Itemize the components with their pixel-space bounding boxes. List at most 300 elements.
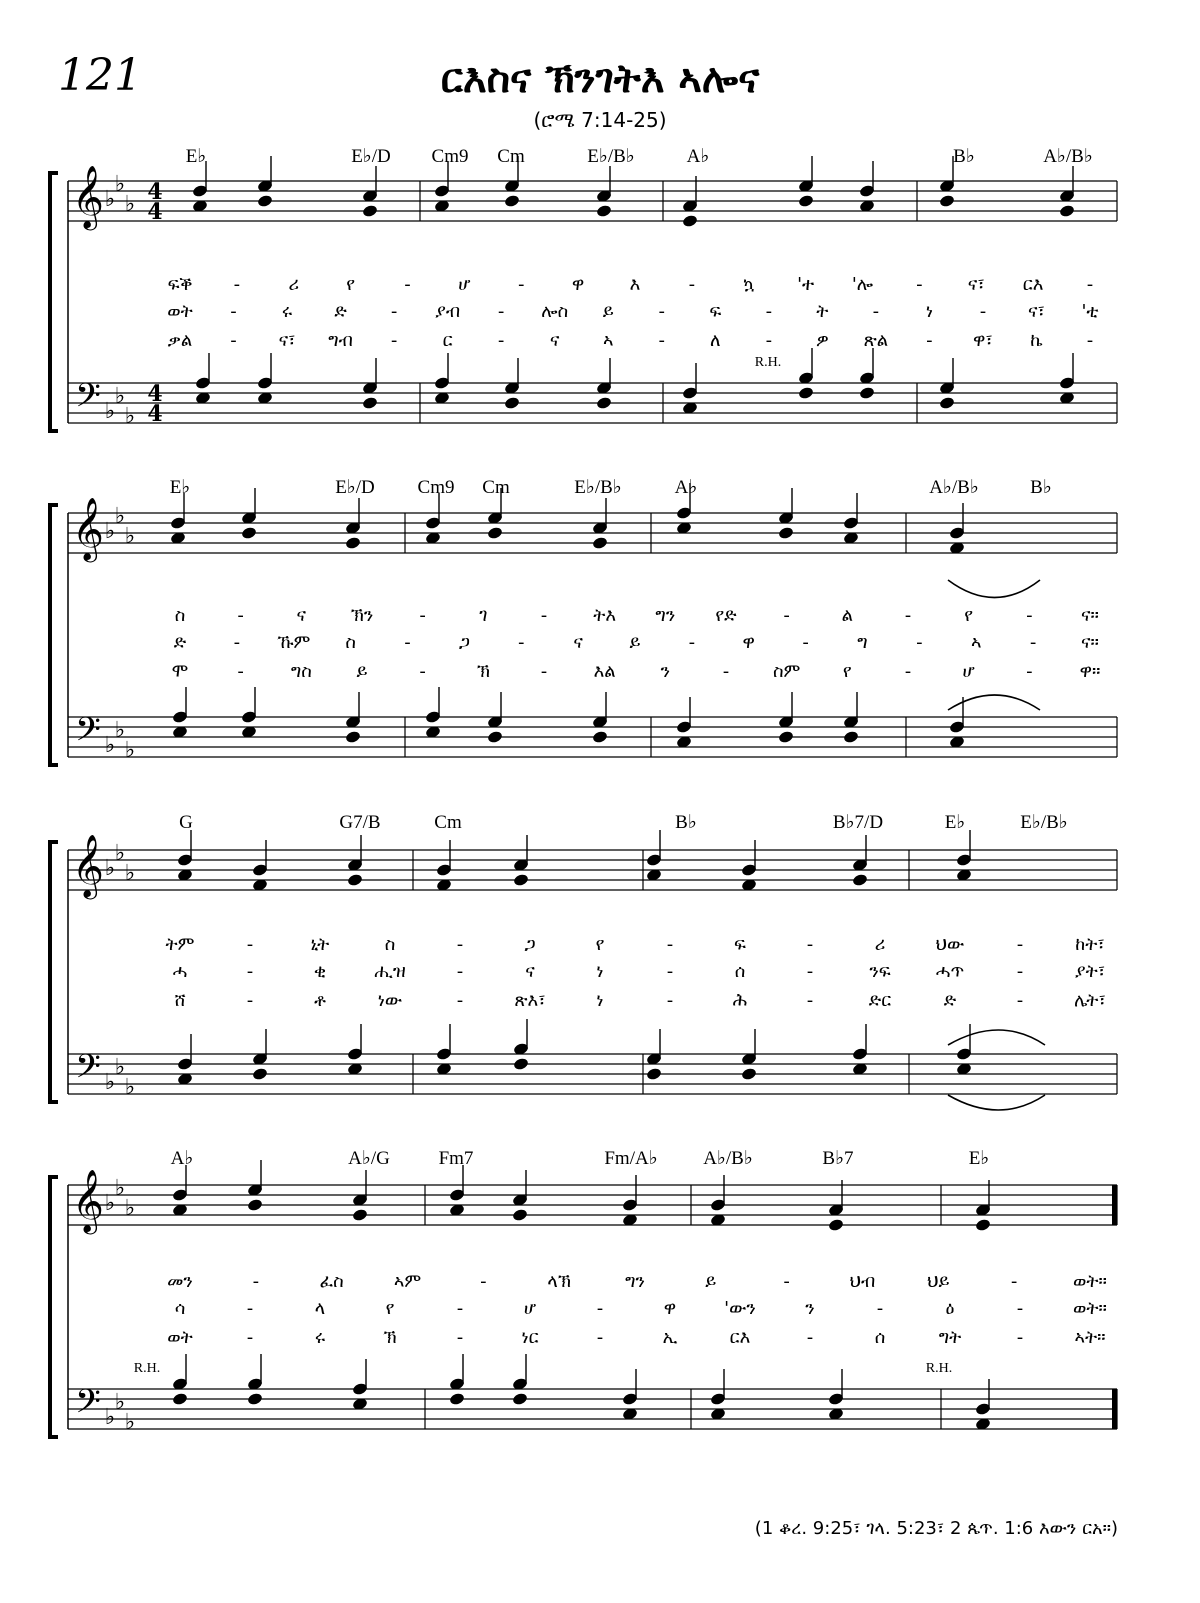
notehead [504,396,521,410]
lyric-syllable: ርእ [729,1327,751,1348]
lyric-hyphen: - [658,330,666,351]
lyric-hyphen: - [540,661,548,682]
lyric-syllable: ግስ [290,661,312,682]
lyric-syllable: ሎስ [541,301,569,322]
lyric-syllable: ፍቕ [167,274,193,295]
lyric-syllable: ፈስ [319,1271,344,1292]
scripture-reference: (ሮሜ 7:14-25) [533,108,667,132]
lyric-syllable: ድ [173,632,187,653]
lyric-hyphen: - [419,661,426,682]
lyric-hyphen: - [456,990,464,1011]
lyric-syllable: ትእ [593,605,617,626]
lyric-syllable: ወት [167,301,193,322]
lyric-hyphen: - [688,274,696,295]
final-barline [1112,1185,1117,1225]
lyric-hyphen: - [246,990,254,1011]
lyric-hyphen: - [404,632,411,653]
lyric-syllable: ይ [356,661,368,682]
lyric-syllable: ኽ [476,661,490,682]
lyric-syllable: ዎ [815,330,829,351]
lyric-hyphen: - [1086,274,1094,295]
key-signature-flat: ♭ [104,733,116,758]
lyric-syllable: ህብ [849,1271,876,1292]
notehead [345,536,362,550]
notehead [362,396,379,410]
lyric-syllable: ሰ [874,1327,886,1348]
tie [948,1030,1045,1045]
lyric-hyphen: - [390,330,398,351]
lyric-syllable: የድ [715,605,737,626]
notehead [252,1067,269,1081]
key-signature-flat: ♭ [124,861,136,886]
chord-symbol: B♭7/D [832,812,884,833]
lyric-hyphen: - [979,301,987,322]
notehead [741,1067,758,1081]
chord-symbol: E♭ [944,812,966,833]
lyric-syllable: ድ [334,301,347,322]
lyric-syllable: ሸ [174,990,186,1011]
lyric-hyphen: - [666,990,674,1011]
notehead [172,1392,189,1406]
lyric-syllable: ኒት [310,934,330,955]
lyric-syllable: ሆ [458,274,471,295]
lyric-syllable: ነ [596,990,604,1011]
lyric-hyphen: - [252,1271,260,1292]
chord-symbol: G [179,812,193,833]
lyric-syllable: ና፣ [967,274,985,295]
lyric-syllable: ላኽ [547,1271,571,1292]
notehead [596,204,613,218]
chord-symbol: G7/B [339,812,381,833]
lyric-syllable: ከት፣ [1075,934,1105,955]
chord-symbol: E♭ [968,1148,990,1169]
key-signature-flat: ♭ [124,1196,136,1221]
chord-symbol: A♭ [170,1148,194,1169]
lyric-syllable: ቂ [313,961,327,982]
lyric-syllable: የ [595,934,605,955]
lyric-hyphen: - [765,301,773,322]
key-signature-flat: ♭ [104,399,116,424]
right-hand-annotation: R.H. [925,1361,953,1376]
lyric-hyphen: - [540,605,548,626]
key-signature-flat: ♭ [114,718,126,743]
notehead [241,526,258,540]
notehead [778,526,795,540]
lyric-hyphen: - [419,605,426,626]
notehead [596,396,613,410]
lyric-syllable: ገ [479,605,488,626]
lyric-hyphen: - [872,301,880,322]
treble-clef: 𝄞 [72,1169,104,1232]
lyric-syllable: ር [442,330,453,351]
lyric-syllable: ሒዝ [374,961,406,982]
chord-symbol: Fm/A♭ [604,1148,658,1169]
hymn-number: 121 [58,50,142,101]
chord-symbol: B♭ [953,146,975,167]
lyric-syllable: ና። [1081,632,1099,653]
lyric-syllable: ኣ [970,632,982,653]
lyric-syllable: ህይ [927,1271,950,1292]
key-signature-flat: ♭ [124,1075,136,1100]
lyric-hyphen: - [688,632,696,653]
tie [948,580,1040,598]
lyric-syllable: ዕ [945,1298,955,1319]
lyric-syllable: ይ [602,301,614,322]
notehead [362,204,379,218]
treble-clef: 𝄞 [72,834,104,897]
time-signature-top: 4 [147,179,163,205]
lyric-syllable: ኣት። [1074,1327,1106,1348]
lyric-syllable: መን [167,1271,193,1292]
notehead [939,396,956,410]
lyric-syllable: ሓጥ [935,961,965,982]
tie [948,1095,1045,1110]
lyric-syllable: ጋ [524,934,536,955]
key-signature-flat: ♭ [104,856,116,881]
chord-symbol: E♭ [169,477,191,498]
lyric-syllable: ወት [167,1327,193,1348]
lyric-syllable: ና፣ [278,330,296,351]
notehead [859,386,876,400]
lyric-syllable: ን [660,661,671,682]
key-signature-flat: ♭ [124,404,136,429]
footnote-references: (1 ቆረ. 9:25፣ ገላ. 5:23፣ 2 ጴጥ. 1:6 እውን ርአ።) [754,1518,1118,1539]
lyric-syllable: ድ [943,990,957,1011]
chord-symbol: A♭/B♭ [703,1148,753,1169]
lyric-syllable: ንፍ [869,961,891,982]
lyric-syllable: ፍ [709,301,722,322]
lyric-hyphen: - [1086,330,1094,351]
lyric-hyphen: - [246,961,254,982]
final-barline [1112,1389,1117,1429]
key-signature-flat: ♭ [114,172,126,197]
lyric-syllable: ህው [935,934,965,955]
lyric-syllable: ዋ [663,1298,677,1319]
lyric-syllable: 'ተ [797,274,815,295]
bass-clef: 𝄢 [75,1048,101,1094]
lyric-syllable: ሓ [172,961,188,982]
lyric-hyphen: - [237,661,244,682]
key-signature-flat: ♭ [104,1405,116,1430]
tie [948,695,1040,710]
lyric-hyphen: - [456,934,464,955]
lyric-syllable: ነ [925,301,933,322]
lyric-hyphen: - [806,961,814,982]
lyric-syllable: ስ [174,605,186,626]
system-bracket [50,842,58,1102]
chord-symbol: Cm [482,477,510,498]
time-signature-bottom: 4 [147,401,163,427]
lyric-syllable: ሆ [523,1298,537,1319]
lyric-hyphen: - [480,1271,487,1292]
system-bracket [50,505,58,765]
notehead [512,1392,529,1406]
chord-symbol: E♭/B♭ [1020,812,1068,833]
treble-clef: 𝄞 [72,497,104,560]
lyric-syllable: ዋ [571,274,585,295]
lyric-syllable: ና፣ [1028,301,1045,322]
bass-clef: 𝄢 [75,377,101,423]
lyric-syllable: ና። [1081,605,1099,626]
lyric-hyphen: - [926,330,933,351]
key-signature-flat: ♭ [124,192,136,217]
lyric-hyphen: - [1016,990,1024,1011]
chord-symbol: E♭/B♭ [574,477,622,498]
lyric-syllable: ል [841,605,854,626]
lyric-syllable: 'ውን [724,1298,756,1319]
system-bracket [50,1177,58,1437]
key-signature-flat: ♭ [114,841,126,866]
time-signature-bottom: 4 [147,199,163,225]
key-signature-flat: ♭ [104,187,116,212]
lyric-hyphen: - [1010,1271,1018,1292]
lyric-syllable: ስ [384,934,396,955]
lyric-syllable: ላ [314,1298,326,1319]
lyric-hyphen: - [802,632,809,653]
notehead [504,194,521,208]
lyric-hyphen: - [666,961,674,982]
lyric-hyphen: - [456,961,464,982]
lyric-hyphen: - [806,1327,814,1348]
lyric-hyphen: - [1026,661,1033,682]
notehead [778,730,795,744]
notehead [975,1218,992,1232]
lyric-syllable: ና [549,330,560,351]
lyric-syllable: ና [573,632,583,653]
key-signature-flat: ♭ [114,1176,126,1201]
time-signature-top: 4 [147,381,163,407]
hymn-title: ርእስና ኽንገትእ ኣሎና [440,56,760,102]
lyric-hyphen: - [497,301,505,322]
lyric-syllable: የ [964,605,974,626]
notehead [646,1067,663,1081]
lyric-syllable: ይ [629,632,641,653]
lyric-syllable: ይ [705,1271,717,1292]
lyric-hyphen: - [233,632,241,653]
lyric-syllable: ቶ [314,990,326,1011]
notehead [592,730,609,744]
lyric-syllable: 'ቲ [1081,301,1099,322]
lyric-syllable: ግብ [328,330,353,351]
right-hand-annotation: R.H. [754,355,782,370]
lyric-syllable: ኽ [383,1327,397,1348]
lyric-syllable: ድር [868,990,892,1011]
lyric-syllable: እል [593,661,616,682]
lyric-syllable: ኳ [742,274,755,295]
lyric-syllable: ግን [655,605,676,626]
lyric-hyphen: - [518,632,525,653]
lyric-syllable: ነ [596,961,604,982]
chord-symbol: A♭/B♭ [1043,146,1093,167]
key-signature-flat: ♭ [124,738,136,763]
bass-clef: 𝄢 [75,711,101,757]
chord-symbol: Cm9 [431,146,469,167]
lyric-syllable: ኣ [602,330,614,351]
lyric-hyphen: - [765,330,773,351]
lyric-syllable: ግ [857,632,868,653]
notehead [352,1208,369,1222]
lyric-syllable: ግን [625,1271,645,1292]
chord-symbol: Cm9 [417,477,455,498]
notehead [798,386,815,400]
lyric-hyphen: - [783,1271,790,1292]
lyric-syllable: የ [842,661,852,682]
lyric-hyphen: - [904,661,912,682]
right-hand-annotation: R.H. [133,1361,161,1376]
lyric-syllable: ሞ [171,661,189,682]
lyric-syllable: ኬ [1030,330,1043,351]
lyric-syllable: ሆ [962,661,975,682]
lyric-syllable: 'ሎ [851,274,874,295]
lyric-hyphen: - [1016,961,1024,982]
chord-symbol: B♭7 [822,1148,854,1169]
lyric-syllable: ወት። [1073,1298,1107,1319]
chord-symbol: E♭/B♭ [587,146,635,167]
lyric-syllable: ዋ። [1079,661,1101,682]
key-signature-flat: ♭ [114,1055,126,1080]
lyric-hyphen: - [1016,934,1024,955]
lyric-hyphen: - [596,1327,604,1348]
chord-symbol: B♭ [675,812,697,833]
lyric-syllable: ኣም [393,1271,422,1292]
lyric-syllable: ሩ [314,1327,326,1348]
lyric-syllable: ዋ፣ [973,330,993,351]
notehead [682,214,699,228]
notehead [592,536,609,550]
notehead [1059,204,1076,218]
lyric-syllable: ና [525,961,535,982]
lyric-hyphen: - [783,605,790,626]
notehead [852,873,869,887]
chord-symbol: A♭ [686,146,710,167]
notehead [487,730,504,744]
lyric-syllable: ሌት፣ [1074,990,1106,1011]
lyric-syllable: ነር [521,1327,539,1348]
lyric-syllable: ያብ [435,301,461,322]
lyric-syllable: ሰ [734,961,746,982]
lyric-hyphen: - [658,301,666,322]
notehead [487,526,504,540]
lyric-hyphen: - [596,1298,604,1319]
notehead [347,873,364,887]
lyric-syllable: እ [629,274,641,295]
key-signature-flat: ♭ [124,524,136,549]
lyric-syllable: ያት፣ [1074,961,1106,982]
lyric-hyphen: - [518,274,525,295]
lyric-hyphen: - [916,274,923,295]
lyric-syllable: ነው [377,990,403,1011]
lyric-syllable: ለ [710,330,721,351]
lyric-hyphen: - [404,274,411,295]
key-signature-flat: ♭ [124,1410,136,1435]
lyric-syllable: ግት [938,1327,962,1348]
lyric-syllable: ትም [165,934,195,955]
lyric-hyphen: - [1029,632,1037,653]
chord-symbol: Cm [497,146,525,167]
notehead [828,1218,845,1232]
lyric-syllable: ሕ [732,990,748,1011]
notehead [843,730,860,744]
lyric-syllable: ርእ [1022,274,1044,295]
lyric-syllable: ስም [772,661,801,682]
lyric-hyphen: - [904,605,912,626]
lyric-hyphen: - [230,330,237,351]
lyric-hyphen: - [666,934,674,955]
key-signature-flat: ♭ [114,1390,126,1415]
lyric-syllable: ሩ [281,301,293,322]
lyric-hyphen: - [246,934,254,955]
lyric-syllable: ጽል [863,330,889,351]
treble-clef: 𝄞 [72,165,104,228]
bass-clef: 𝄢 [75,1383,101,1429]
lyric-hyphen: - [456,1298,464,1319]
lyric-syllable: ዋ [742,632,755,653]
chord-symbol: Fm7 [438,1148,474,1169]
lyric-hyphen: - [456,1327,464,1348]
notehead [513,873,530,887]
lyric-syllable: የ [346,274,356,295]
notehead [345,730,362,744]
lyric-hyphen: - [1016,1298,1024,1319]
lyric-hyphen: - [246,1298,254,1319]
lyric-syllable: ሪ [288,274,300,295]
lyric-hyphen: - [806,934,814,955]
lyric-syllable: የ [385,1298,395,1319]
chord-symbol: B♭ [1030,477,1052,498]
lyric-hyphen: - [230,301,237,322]
lyric-syllable: ፍ [734,934,746,955]
lyric-syllable: ን [805,1298,815,1319]
lyric-syllable: ወት። [1073,1271,1107,1292]
key-signature-flat: ♭ [104,1070,116,1095]
lyric-hyphen: - [1026,605,1033,626]
lyric-syllable: ጽእ፣ [514,990,546,1011]
chord-symbol: Cm [434,812,462,833]
notehead [247,1198,264,1212]
notehead [513,1057,530,1071]
lyric-hyphen: - [390,301,398,322]
chord-symbol: A♭/B♭ [929,477,979,498]
notehead [939,194,956,208]
lyric-syllable: ስ [345,632,356,653]
key-signature-flat: ♭ [114,504,126,529]
lyric-hyphen: - [246,1327,254,1348]
notehead [512,1208,529,1222]
key-signature-flat: ♭ [104,1191,116,1216]
chord-symbol: E♭ [185,146,207,167]
lyric-syllable: ሳ [174,1298,186,1319]
key-signature-flat: ♭ [114,384,126,409]
notehead [257,194,274,208]
key-signature-flat: ♭ [104,519,116,544]
notehead [798,194,815,208]
chord-symbol: A♭/G [348,1148,390,1169]
lyric-hyphen: - [233,274,241,295]
lyric-hyphen: - [806,990,814,1011]
chord-symbol: E♭/D [335,477,375,498]
lyric-syllable: ና [296,605,307,626]
lyric-hyphen: - [237,605,244,626]
lyric-syllable: ቃል [167,330,193,351]
system-bracket [50,173,58,431]
lyric-syllable: ት [816,301,829,322]
lyric-hyphen: - [497,330,505,351]
lyric-syllable: ኹም [277,632,311,653]
lyric-syllable: ሪ [874,934,886,955]
lyric-hyphen: - [1016,1327,1024,1348]
chord-symbol: E♭/D [351,146,391,167]
lyric-hyphen: - [876,1298,884,1319]
